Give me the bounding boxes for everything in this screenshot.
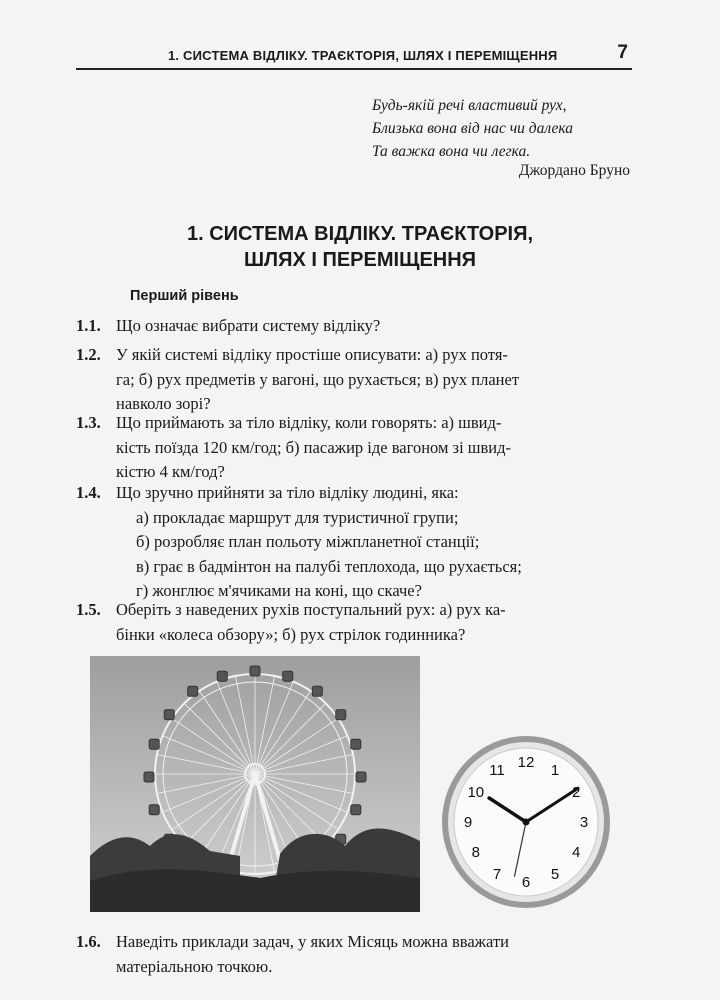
question-text: навколо зорі? [116,394,211,413]
question-1-4 [76,481,636,604]
question-number: 1.2. [76,345,101,364]
question-text: бінки «колеса обзору»; б) рух стрілок годинника? [116,624,466,644]
question-number: 1.4. [76,483,101,502]
clock-numeral: 9 [463,814,473,831]
question-1-5 [76,598,636,647]
running-title: 1. СИСТЕМА ВІДЛІКУ. ТРАЄКТОРІЯ, ШЛЯХ І ПЕРЕМІЩЕННЯ [168,48,558,63]
epigraph-line: Близька вона від нас чи далека [372,120,574,137]
question-text: Що приймають за тіло відліку, коли говорять: а) швид- [116,413,502,432]
clock-numeral: 7 [492,866,502,883]
clock-numeral: 12 [517,754,535,771]
question-text: матеріальною точкою. [116,956,273,976]
epigraph-line: Будь-якій речі властивий рух, [372,97,567,114]
question-text: кість поїзда 120 км/год; б) пасажир іде вагоном зі швид- [116,437,511,457]
level-heading: Перший рівень [130,288,239,304]
question-text: Що означає вибрати систему відліку? [116,316,381,335]
question-number: 1.6. [76,932,101,951]
page-header [76,40,632,70]
question-number: 1.1. [76,316,101,335]
clock-numeral: 1 [550,762,560,779]
clock-numeral: 6 [521,874,531,891]
chapter-title-line-2: ШЛЯХ І ПЕРЕМІЩЕННЯ [243,249,477,271]
question-text: Оберіть з наведених рухів поступальний рух: а) рух ка- [116,600,506,619]
question-1-1 [76,314,636,339]
clock-numeral: 11 [489,762,505,779]
question-text: га; б) рух предметів у вагоні, що рухається; в) рух планет [116,369,520,389]
epigraph-author: Джордано Бруно [518,162,630,179]
clock-numeral: 3 [579,814,589,831]
answer-option: б) розробляє план польоту міжпланетної станції; [136,532,480,551]
question-number: 1.3. [76,413,101,432]
question-number: 1.5. [76,600,101,619]
question-1-3 [76,411,636,485]
clock-numeral: 5 [550,866,560,883]
question-1-6 [76,930,636,979]
clock-numeral: 10 [467,784,485,801]
question-1-2 [76,343,636,417]
answer-option: в) грає в бадмінтон на палубі теплохода, що рухається; [136,556,522,576]
answer-option: а) прокладає маршрут для туристичної групи; [136,507,459,527]
chapter-title-line-1: 1. СИСТЕМА ВІДЛІКУ. ТРАЄКТОРІЯ, [186,223,534,245]
ferris-wheel-photo [90,656,420,912]
clock-numeral: 2 [572,784,581,801]
page-number: 7 [617,42,628,63]
clock-numeral: 8 [471,844,480,861]
question-text: кістю 4 км/год? [116,462,225,481]
question-text: У якій системі відліку простіше описувати: а) рух потя- [116,345,508,364]
question-text: Наведіть приклади задач, у яких Місяць можна вважати [116,932,509,951]
question-text: Що зручно прийняти за тіло відліку людині, яка: [116,483,459,502]
wall-clock [438,730,614,910]
answer-option: г) жонглює м'ячиками на коні, що скаче? [136,581,422,600]
epigraph [372,94,573,163]
epigraph-line: Та важка вона чи легка. [372,143,531,160]
clock-numeral: 4 [572,844,581,861]
